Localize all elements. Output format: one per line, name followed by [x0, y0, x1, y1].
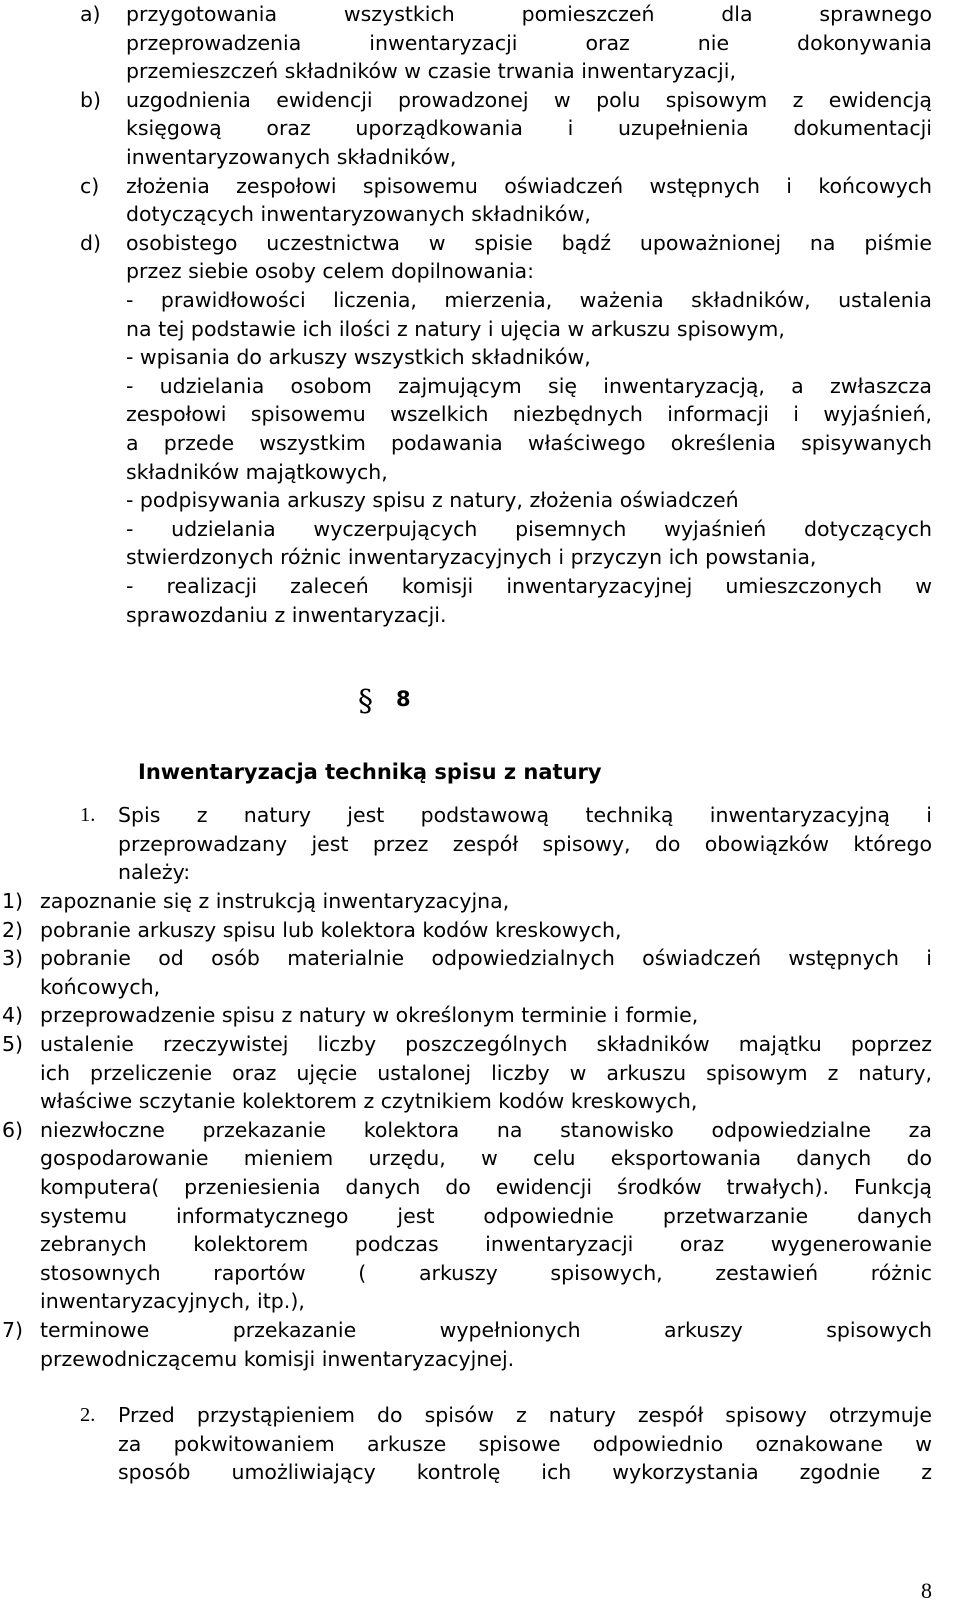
text-line [0, 1001, 960, 1030]
line-text: za pokwitowaniem arkusze spisowe odpowiednio oznakowane w [118, 1431, 932, 1456]
list-label: 4) [2, 1003, 24, 1028]
text-line [0, 1087, 960, 1116]
text-line [0, 1030, 960, 1059]
line-text: inwentaryzowanych składników, [126, 145, 457, 169]
line-text: a przede wszystkim podawania właściwego określenia spisywanych [126, 431, 932, 455]
list-label: 5) [2, 1032, 24, 1056]
text-line [0, 1173, 960, 1202]
text-line [0, 0, 960, 29]
text-line [0, 1458, 960, 1487]
line-text: właściwe sczytanie kolektorem z czytnikiem kodów kreskowych, [40, 1089, 698, 1114]
text-line [0, 172, 960, 201]
text-line [0, 114, 960, 143]
line-text: uzgodnienia ewidencji prowadzonej w polu spisowym z ewidencją [126, 87, 932, 112]
text-line [0, 372, 960, 401]
list-label: a) [80, 2, 101, 26]
line-text: pobranie arkuszy spisu lub kolektora kodów kreskowych, [40, 917, 622, 942]
text-line [0, 830, 960, 859]
line-text: komputera( przeniesienia danych do ewidencji środków trwałych). Funkcją [40, 1175, 932, 1199]
line-text: należy: [118, 860, 191, 885]
list-label: 1) [2, 889, 24, 913]
line-text: terminowe przekazanie wypełnionych arkuszy spisowych [40, 1318, 932, 1342]
line-text: zebranych kolektorem podczas inwentaryzacji oraz wygenerowanie [40, 1232, 932, 1257]
line-text: sprawozdaniu z inwentaryzacji. [126, 602, 447, 627]
list-label: 3) [2, 946, 24, 971]
line-text: końcowych, [40, 974, 161, 999]
list-label: 7) [2, 1318, 24, 1342]
text-line [0, 887, 960, 916]
line-text: Przed przystąpieniem do spisów z natury zespół spisowy otrzymuje [118, 1403, 932, 1427]
text-line [0, 1059, 960, 1088]
text-line [0, 1259, 960, 1288]
text-line [0, 1202, 960, 1231]
line-text: przeprowadzenie spisu z natury w określonym terminie i formie, [40, 1003, 699, 1028]
line-text: - realizacji zaleceń komisji inwentaryzacyjnej umieszczonych w [126, 574, 932, 598]
line-text: sposób umożliwiający kontrolę ich wykorzystania zgodnie z [118, 1460, 932, 1485]
text-line [0, 486, 960, 515]
line-text: stosownych raportów ( arkuszy spisowych, zestawień różnic [40, 1260, 932, 1285]
line-text: księgową oraz uporządkowania i uzupełnienia dokumentacji [126, 116, 932, 141]
line-text: - wpisania do arkuszy wszystkich składników, [126, 345, 591, 370]
list-label: b) [80, 87, 102, 112]
list-label: 2. [80, 1404, 96, 1426]
text-line [0, 572, 960, 601]
text-line [0, 973, 960, 1002]
list-label: 2) [2, 917, 24, 942]
text-line [0, 458, 960, 487]
line-text: zapoznanie się z instrukcją inwentaryzacyjna, [40, 889, 510, 913]
text-line [0, 343, 960, 372]
line-text: przez siebie osoby celem dopilnowania: [126, 259, 534, 284]
line-text: na tej podstawie ich ilości z natury i ujęcia w arkuszu spisowym, [126, 316, 785, 341]
text-line [0, 801, 960, 830]
line-text: ich przeliczenie oraz ujęcie ustalonej liczby w arkuszu spisowym z natury, [40, 1060, 932, 1085]
text-line [0, 286, 960, 315]
text-line [0, 1116, 960, 1145]
text-line [0, 858, 960, 887]
text-line [0, 1230, 960, 1259]
line-text: przygotowania wszystkich pomieszczeń dla sprawnego [126, 2, 932, 26]
line-text: inwentaryzacyjnych, itp.), [40, 1289, 305, 1314]
list-label: 6) [2, 1117, 24, 1142]
line-text: stwierdzonych różnic inwentaryzacyjnych i przyczyn ich powstania, [126, 545, 817, 570]
text-line [0, 1316, 960, 1345]
text-line [0, 229, 960, 258]
text-line [0, 143, 960, 172]
line-text: zespołowi spisowemu wszelkich niezbędnych informacji i wyjaśnień, [126, 402, 932, 427]
text-line [0, 1345, 960, 1374]
line-text: - udzielania osobom zajmującym się inwentaryzacją, a zwłaszcza [126, 373, 932, 398]
text-line [0, 601, 960, 630]
line-text: systemu informatycznego jest odpowiednie przetwarzanie danych [40, 1203, 932, 1228]
line-text: Spis z natury jest podstawową techniką inwentaryzacyjną i [118, 803, 932, 827]
text-line [0, 200, 960, 229]
text-line [0, 944, 960, 973]
line-text: przeprowadzany jest przez zespół spisowy, do obowiązków którego [118, 831, 932, 856]
line-text: złożenia zespołowi spisowemu oświadczeń wstępnych i końcowych [126, 173, 932, 198]
line-text: ustalenie rzeczywistej liczby poszczególnych składników majątku poprzez [40, 1032, 932, 1056]
line-text: składników majątkowych, [126, 459, 388, 484]
text-line [0, 515, 960, 544]
section-number: 8 [396, 687, 411, 711]
line-text: - prawidłowości liczenia, mierzenia, ważenia składników, ustalenia [126, 288, 932, 312]
list-label: c) [80, 173, 100, 198]
line-text: gospodarowanie mieniem urzędu, w celu eksportowania danych do [40, 1146, 932, 1171]
line-text: - podpisywania arkuszy spisu z natury, złożenia oświadczeń [126, 488, 739, 513]
list-label: 1. [80, 804, 96, 826]
text-line [0, 1144, 960, 1173]
text-line [0, 257, 960, 286]
list-label: d) [80, 230, 102, 255]
text-line [0, 315, 960, 344]
text-line [0, 57, 960, 86]
text-line [0, 916, 960, 945]
section-symbol: § [358, 684, 373, 719]
text-line [0, 543, 960, 572]
text-line [0, 1430, 960, 1459]
text-line [0, 429, 960, 458]
text-line [0, 1287, 960, 1316]
line-text: przemieszczeń składników w czasie trwania inwentaryzacji, [126, 59, 736, 84]
line-text: pobranie od osób materialnie odpowiedzialnych oświadczeń wstępnych i [40, 946, 932, 971]
text-line [0, 1401, 960, 1430]
line-text: przewodniczącemu komisji inwentaryzacyjnej. [40, 1346, 515, 1371]
page-number: 8 [921, 1578, 932, 1603]
line-text: przeprowadzenia inwentaryzacji oraz nie dokonywania [126, 30, 932, 55]
line-text: dotyczących inwentaryzowanych składników, [126, 202, 591, 227]
text-line [0, 86, 960, 115]
line-text: niezwłoczne przekazanie kolektora na stanowisko odpowiedzialne za [40, 1117, 932, 1142]
line-text: osobistego uczestnictwa w spisie bądź upoważnionej na piśmie [126, 230, 932, 255]
section-title: Inwentaryzacja techniką spisu z natury [138, 760, 602, 784]
text-line [0, 400, 960, 429]
line-text: - udzielania wyczerpujących pisemnych wyjaśnień dotyczących [126, 516, 932, 541]
text-line [0, 29, 960, 58]
